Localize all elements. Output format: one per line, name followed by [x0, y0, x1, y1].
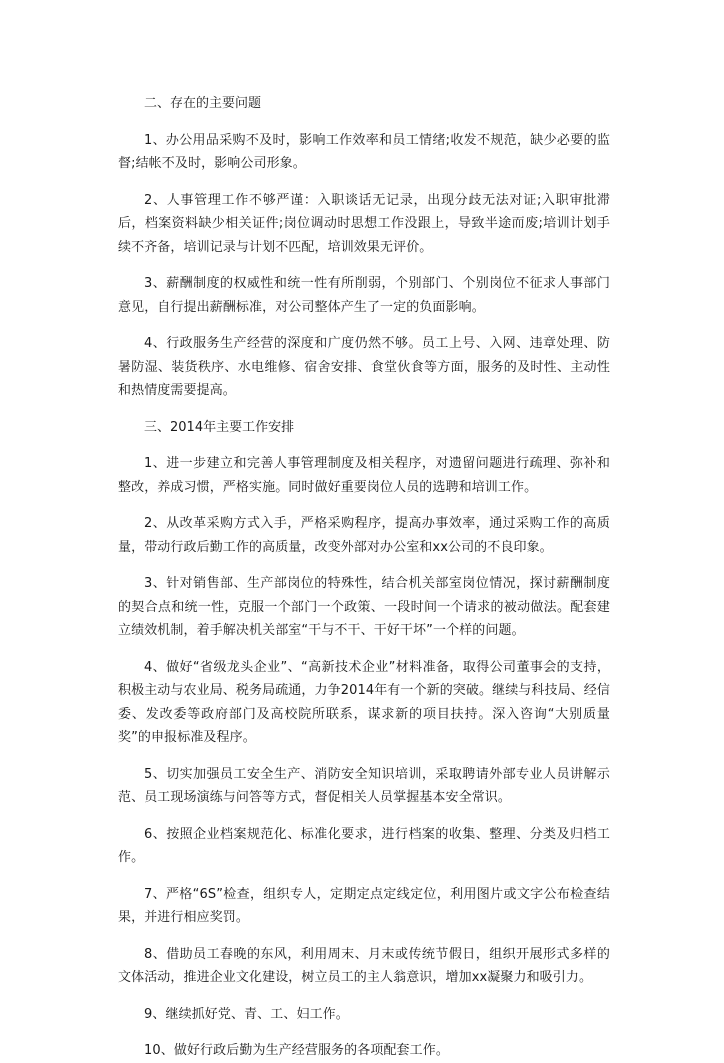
plan-item-2: 2、从改革采购方式入手，严格采购程序，提高办事效率，通过采购工作的高质量，带动行政后勤工作的高质量，改变外部对办公室和xx公司的不良印象。: [118, 516, 610, 555]
plan-item-5: 5、切实加强员工安全生产、消防安全知识培训，采取聘请外部专业人员讲解示范、员工现场演练与问答等方式，督促相关人员掌握基本安全常识。: [118, 766, 610, 805]
problem-item-3: 3、薪酬制度的权威性和统一性有所削弱，个别部门、个别岗位不征求人事部门意见，自行提出薪酬标准，对公司整体产生了一定的负面影响。: [118, 276, 610, 315]
plan-item-1: 1、进一步建立和完善人事管理制度及相关程序，对遗留问题进行疏理、弥补和整改，养成习惯，严格实施。同时做好重要岗位人员的选聘和培训工作。: [118, 456, 610, 495]
section-heading-problems: 二、存在的主要问题: [144, 96, 262, 111]
plan-item-6: 6、按照企业档案规范化、标准化要求，进行档案的收集、整理、分类及归档工作。: [118, 826, 610, 865]
problem-item-2: 2、人事管理工作不够严谨：入职谈话无记录，出现分歧无法对证;入职审批滞后，档案资料缺少相关证件;岗位调动时思想工作没跟上，导致半途而废;培训计划手续不齐备，培训记录与计划不匹配，培训效果无评价。: [118, 192, 610, 255]
plan-item-10: 10、做好行政后勤为生产经营服务的各项配套工作。: [144, 1043, 449, 1058]
document-page: [118, 92, 610, 1063]
plan-item-7: 7、严格“6S”检查，组织专人，定期定点定线定位，利用图片或文字公布检查结果，并进行相应奖罚。: [118, 886, 610, 925]
problem-item-1: 1、办公用品采购不及时，影响工作效率和员工情绪;收发不规范，缺少必要的监督;结帐不及时，影响公司形象。: [118, 132, 610, 171]
problem-item-4: 4、行政服务生产经营的深度和广度仍然不够。员工上号、入网、违章处理、防暑防湿、装货秩序、水电维修、宿舍安排、食堂伙食等方面，服务的及时性、主动性和热情度需要提高。: [118, 336, 610, 398]
plan-item-9: 9、继续抓好党、青、工、妇工作。: [144, 1006, 349, 1022]
plan-item-3: 3、针对销售部、生产部岗位的特殊性，结合机关部室岗位情况，探讨薪酬制度的契合点和统一性，克服一个部门一个政策、一段时间一个请求的被动做法。配套建立绩效机制，着手解决机关部室“干与不干、干好干坏”一个样的问题。: [118, 576, 610, 638]
plan-item-4: 4、做好“省级龙头企业”、“高新技术企业”材料准备，取得公司董事会的支持，积极主动与农业局、税务局疏通，力争2014年有一个新的突破。继续与科技局、经信委、发改委等政府部门及高校院所联系，谋求新的项目扶持。深入咨询“大别质量奖”的申报标准及程序。: [118, 659, 610, 745]
section-heading-plan: 三、2014年主要工作安排: [144, 419, 295, 435]
plan-item-8: 8、借助员工春晚的东风，利用周末、月末或传统节假日，组织开展形式多样的文体活动，推进企业文化建设，树立员工的主人翁意识，增加xx凝聚力和吸引力。: [118, 946, 610, 985]
